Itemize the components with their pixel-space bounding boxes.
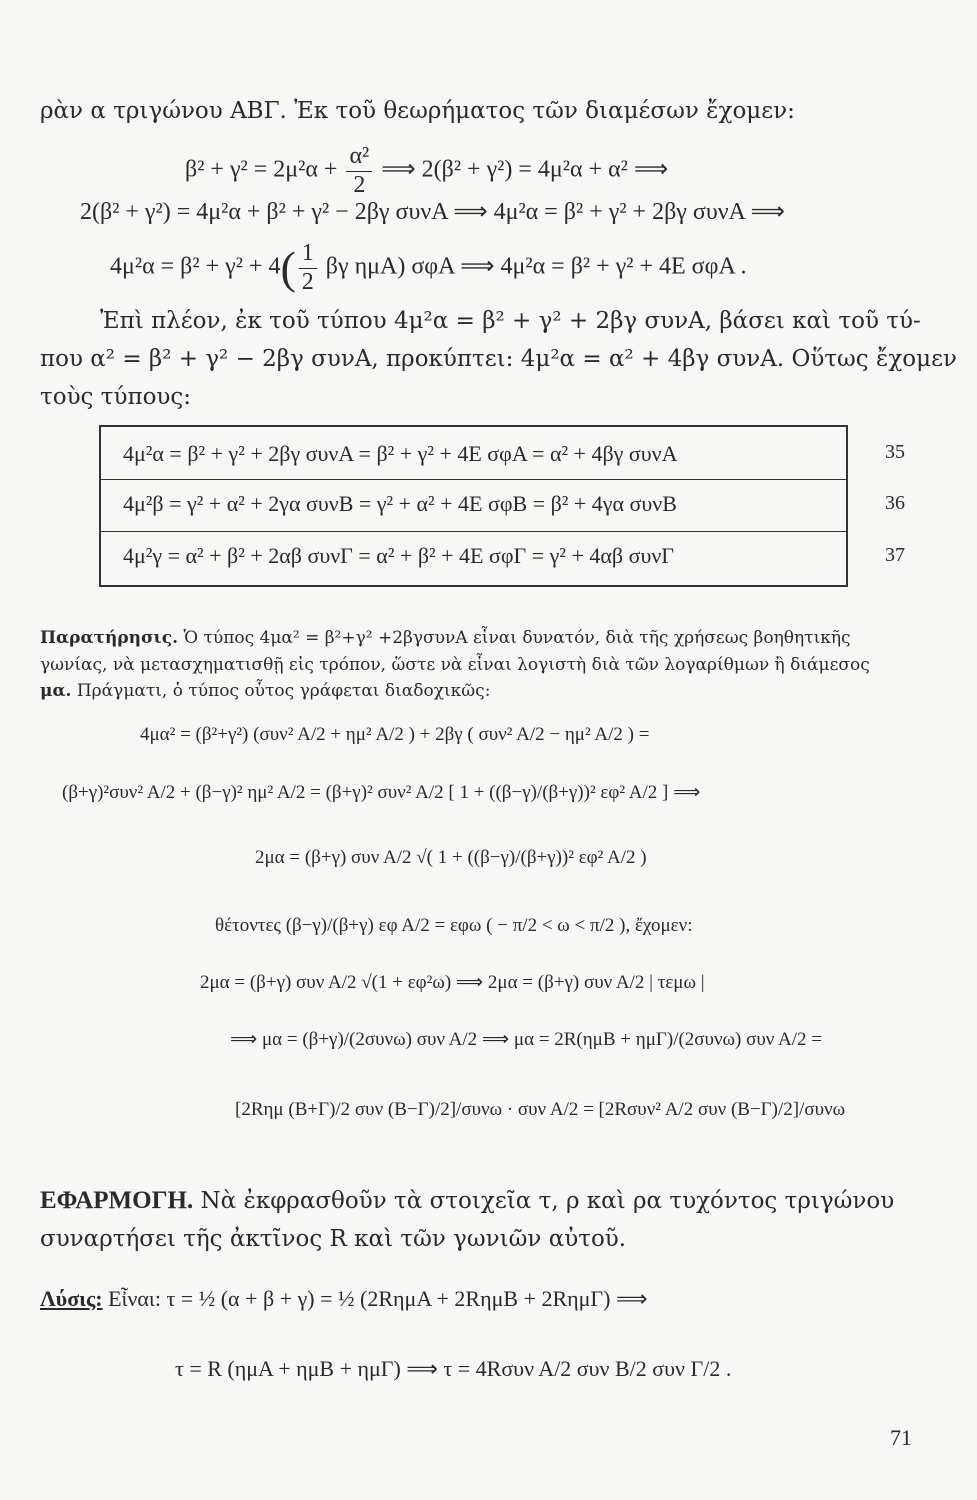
derivation-line-3: 2μα = (β+γ) συν Α/2 √( 1 + ((β−γ)/(β+γ))² εφ² Α/2 ): [255, 847, 647, 868]
derivation-line-7: [2Rημ (Β+Γ)/2 συν (Β−Γ)/2]/συνω · συν Α/2 = [2Rσυν² Α/2 συν (Β−Γ)/2]/συνω: [235, 1099, 846, 1120]
formula-37: 4μ²γ = α² + β² + 2αβ συνΓ = α² + β² + 4Ε σφΓ = γ² + 4αβ συνΓ: [123, 543, 674, 568]
fraction-denominator: 2: [353, 171, 366, 198]
paragraph-1-line-2: που α² = β² + γ² − 2βγ συνΑ, προκύπτει: 4μ²α = α² + 4βγ συνΑ. Οὕτως ἔχομεν: [40, 346, 957, 372]
equation-3-rhs: βγ ημΑ) σφΑ ⟹ 4μ²α = β² + γ² + 4Ε σφΑ .: [325, 253, 747, 280]
fraction-numerator: α²: [346, 143, 372, 172]
equation-1: [185, 143, 668, 199]
derivation-line-5: 2μα = (β+γ) συν Α/2 √(1 + εφ²ω) ⟹ 2μα = (β+γ) συν Α/2 | τεμω |: [200, 972, 705, 993]
box-divider: [101, 479, 846, 480]
paragraph-1-line-1: Ἐπὶ πλέον, ἐκ τοῦ τύπου 4μ²α = β² + γ² + 2βγ συνΑ, βάσει καὶ τοῦ τύ-: [100, 308, 921, 334]
fraction-numerator: 1: [299, 240, 317, 269]
paragraph-1-line-3: τοὺς τύπους:: [40, 384, 192, 410]
solution-heading: Λύσις:: [40, 1286, 103, 1311]
solution-text-1: Εἶναι: τ = ½ (α + β + γ) = ½ (2RημΑ + 2RημΒ + 2RημΓ) ⟹: [108, 1286, 648, 1311]
equation-2: 2(β² + γ²) = 4μ²α + β² + γ² − 2βγ συνΑ ⟹ 4μ²α = β² + γ² + 2βγ συνΑ ⟹: [80, 199, 785, 225]
derivation-line-2: (β+γ)²συν² Α/2 + (β−γ)² ημ² Α/2 = (β+γ)² συν² Α/2 [ 1 + ((β−γ)/(β+γ))² εφ² Α/2 ] ⟹: [62, 782, 701, 803]
formula-number-36: 36: [885, 492, 905, 514]
remark-text-1: Ὁ τύπος 4μα² = β²+γ² +2βγσυνΑ εἶναι δυνατόν, διὰ τῆς χρήσεως βοηθητικῆς: [183, 628, 851, 648]
formula-36: 4μ²β = γ² + α² + 2γα συνΒ = γ² + α² + 4Ε σφΒ = β² + 4γα συνΒ: [123, 491, 677, 516]
solution-line-2: τ = R (ημΑ + ημΒ + ημΓ) ⟹ τ = 4Rσυν Α/2 συν Β/2 συν Γ/2 .: [175, 1356, 732, 1381]
boxed-formulas: [99, 425, 848, 587]
equation-1-rhs: ⟹ 2(β² + γ²) = 4μ²α + α² ⟹: [381, 156, 669, 183]
formula-35: 4μ²α = β² + γ² + 2βγ συνΑ = β² + γ² + 4Ε σφΑ = α² + 4βγ συνΑ: [123, 441, 678, 466]
equation-1-lhs: β² + γ² = 2μ²α +: [185, 156, 338, 183]
fraction-denominator: 2: [301, 268, 314, 295]
page-number: 71: [890, 1425, 912, 1450]
box-divider: [101, 531, 846, 532]
remark-line-3: [40, 683, 490, 700]
application-heading: ΕΦΑΡΜΟΓΗ.: [40, 1187, 194, 1214]
application-line-2: συναρτήσει τῆς ἀκτῖνος R καὶ τῶν γωνιῶν αὐτοῦ.: [40, 1226, 627, 1252]
solution-line-1: [40, 1288, 648, 1310]
formula-number-37: 37: [885, 544, 905, 566]
derivation-line-4: θέτοντες (β−γ)/(β+γ) εφ Α/2 = εφω ( − π/2 < ω < π/2 ), ἔχομεν:: [215, 915, 693, 936]
remark-mu-alpha: μα.: [40, 681, 72, 701]
remark-line-1: [40, 630, 851, 647]
derivation-line-1: 4μα² = (β²+γ²) (συν² Α/2 + ημ² Α/2 ) + 2βγ ( συν² Α/2 − ημ² Α/2 ) =: [140, 724, 650, 745]
formula-number-35: 35: [885, 441, 905, 463]
remark-text-3: Πράγματι, ὁ τύπος οὗτος γράφεται διαδοχικῶς:: [76, 681, 491, 701]
remark-line-2: γωνίας, νὰ μετασχηματισθῇ εἰς τρόπον, ὥστε νὰ εἶναι λογιστὴ διὰ τῶν λογαρίθμων ἢ διάμεσος: [40, 655, 870, 675]
equation-3-fraction: [299, 240, 317, 296]
equation-3: 4μ²α = β² + γ² + 4( $\frac{1}{2}$ βγ ημΑ) σφΑ ⟹ 4μ²α = β² + γ² + 4Ε σφΑ .: [110, 240, 747, 295]
intro-line: ρὰν α τριγώνου ΑΒΓ. Ἐκ τοῦ θεωρήματος τῶν διαμέσων ἔχομεν:: [40, 98, 795, 124]
application-text-1: Νὰ ἐκφρασθοῦν τὰ στοιχεῖα τ, ρ καὶ ρα τυχόντος τριγώνου: [200, 1188, 895, 1214]
application-line-1: [40, 1188, 894, 1213]
equation-1-fraction: [346, 143, 372, 199]
remark-heading: Παρατήρησις.: [40, 628, 179, 648]
derivation-line-6: ⟹ μα = (β+γ)/(2συνω) συν Α/2 ⟹ μα = 2R(ημΒ + ημΓ)/(2συνω) συν Α/2 =: [230, 1029, 823, 1050]
equation-3-lhs: 4μ²α = β² + γ² + 4: [110, 253, 281, 280]
